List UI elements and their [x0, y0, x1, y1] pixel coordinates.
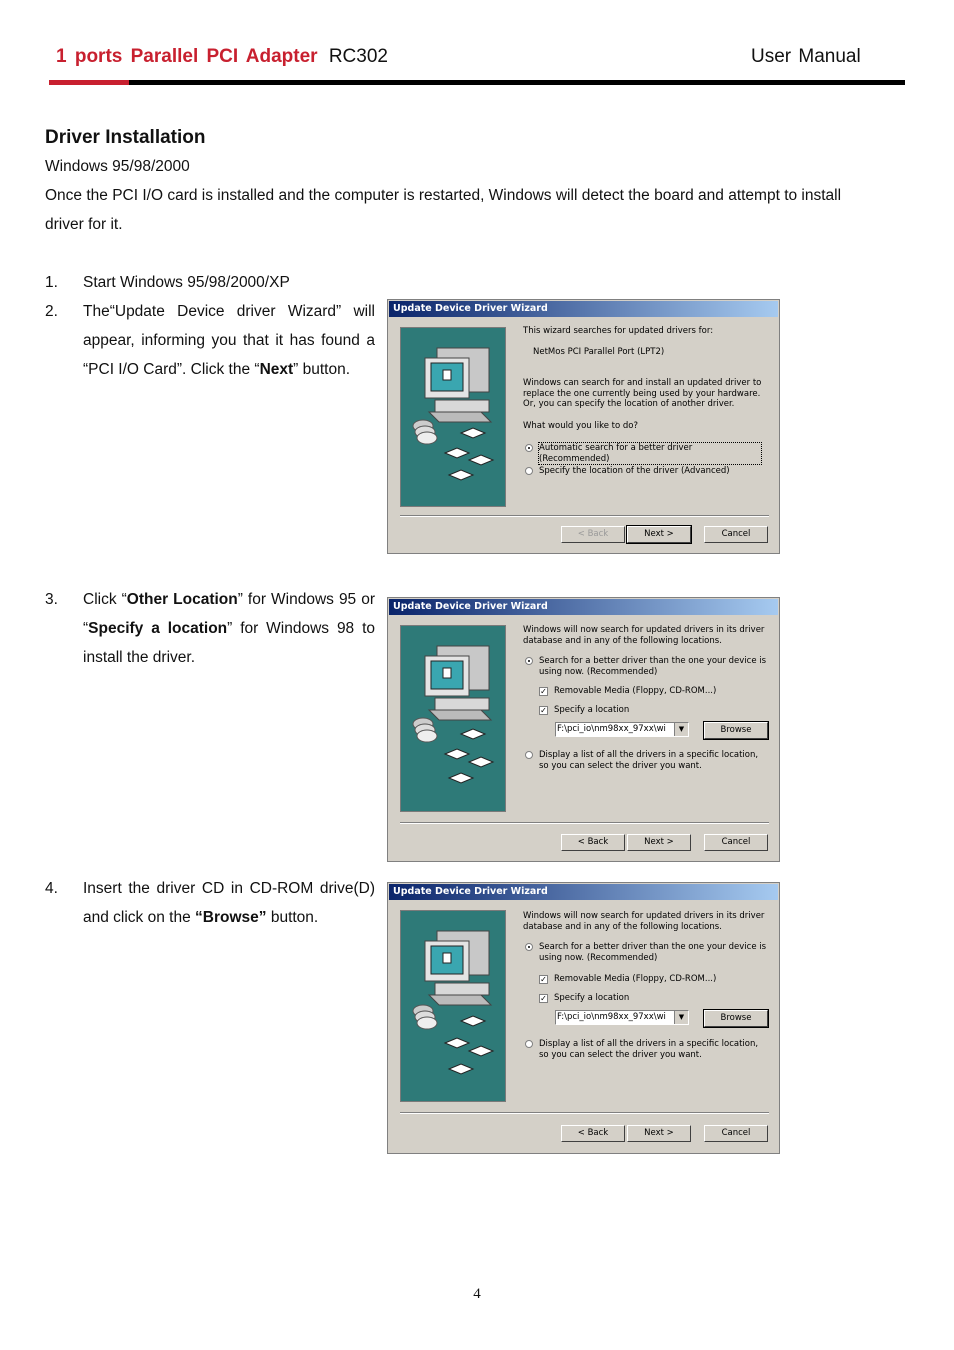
- cancel-button[interactable]: Cancel: [704, 1125, 768, 1142]
- wizard-intro: Windows will now search for updated drivers in its driver database and in any of the following locations.: [523, 625, 765, 646]
- location-combo[interactable]: [555, 722, 689, 737]
- dropdown-arrow-icon[interactable]: ▼: [674, 1011, 688, 1024]
- next-button[interactable]: Next >: [627, 1125, 691, 1142]
- check-specify-location-label[interactable]: Specify a location: [554, 993, 630, 1003]
- dialog-title: Update Device Driver Wizard: [389, 884, 778, 900]
- model-number: RC302: [328, 46, 388, 67]
- step-4-pre: Insert the driver CD in CD-ROM drive(D) and click on the: [83, 880, 375, 926]
- step-4-text: [83, 874, 375, 932]
- step-2-post: ” button.: [293, 361, 351, 378]
- device-name: NetMos PCI Parallel Port (LPT2): [533, 347, 665, 357]
- location-path: F:\pci_io\nm98xx_97xx\wi: [557, 1012, 666, 1022]
- page-number: 4: [473, 1286, 481, 1302]
- step-3-bold-1: Other Location: [126, 591, 238, 608]
- intro-line-1: Once the PCI I/O card is installed and the computer is restarted, Windows will detect the board and attempt to install: [45, 187, 842, 204]
- wizard-dialog-2: [387, 597, 780, 862]
- browse-button[interactable]: Browse: [704, 722, 768, 739]
- step-2-text: [83, 297, 375, 384]
- option-display-list[interactable]: Display a list of all the drivers in a specific location, so you can select the driver you want.: [539, 1039, 759, 1060]
- next-button[interactable]: Next >: [627, 526, 691, 543]
- wizard-description: Windows can search for and install an updated driver to replace the one currently being used by your hardware. Or, you can specify the location of another driver.: [523, 378, 762, 409]
- os-line: Windows 95/98/2000: [45, 158, 190, 175]
- option-search-better-driver[interactable]: Search for a better driver than the one your device is using now. (Recommended): [539, 656, 767, 677]
- dialog-separator: [400, 822, 769, 824]
- step-2-bold: Next: [259, 361, 294, 378]
- wizard-intro: This wizard searches for updated drivers for:: [523, 326, 714, 336]
- header-rule-black: [129, 80, 905, 85]
- wizard-computer-illustration: [400, 327, 506, 507]
- dialog-separator: [400, 515, 769, 517]
- step-4-number: 4.: [45, 880, 58, 897]
- wizard-dialog-3: [387, 882, 780, 1154]
- option-automatic-search[interactable]: Automatic search for a better driver (Recommended): [539, 443, 761, 464]
- wizard-computer-illustration: [400, 625, 506, 812]
- checkbox-specify-location[interactable]: ✓: [540, 706, 547, 715]
- wizard-computer-illustration: [400, 910, 506, 1102]
- step-4-post: button.: [266, 909, 319, 926]
- product-name: 1 ports Parallel PCI Adapter: [56, 46, 318, 67]
- step-3-post: ” for Windows 98 to install the driver.: [83, 620, 375, 666]
- computer-cd-icon: [401, 328, 505, 506]
- location-combo[interactable]: [555, 1010, 689, 1025]
- check-removable-media-label[interactable]: Removable Media (Floppy, CD-ROM...): [554, 974, 717, 984]
- radio-specify-location[interactable]: [525, 467, 533, 475]
- step-3-bold-2: Specify a location: [88, 620, 228, 637]
- cancel-button[interactable]: Cancel: [704, 834, 768, 851]
- wizard-question: What would you like to do?: [523, 421, 638, 431]
- option-search-better-driver[interactable]: Search for a better driver than the one your device is using now. (Recommended): [539, 942, 767, 963]
- computer-cd-icon: [401, 911, 505, 1101]
- back-button[interactable]: < Back: [561, 1125, 625, 1142]
- computer-cd-icon: [401, 626, 505, 811]
- back-button[interactable]: < Back: [561, 526, 625, 543]
- step-1-number: 1.: [45, 274, 58, 291]
- step-1-text: Start Windows 95/98/2000/XP: [83, 274, 290, 291]
- option-specify-location[interactable]: Specify the location of the driver (Advanced): [539, 466, 730, 476]
- intro-line-2: driver for it.: [45, 216, 123, 233]
- browse-button[interactable]: Browse: [704, 1010, 768, 1027]
- back-button[interactable]: < Back: [561, 834, 625, 851]
- dialog-title: Update Device Driver Wizard: [389, 599, 778, 615]
- radio-display-list[interactable]: [525, 751, 533, 759]
- radio-display-list[interactable]: [525, 1040, 533, 1048]
- checkbox-removable-media[interactable]: ✓: [540, 975, 547, 984]
- section-title: Driver Installation: [45, 127, 206, 148]
- step-3-mid: ” for Windows 95 or “: [83, 591, 375, 637]
- header-rule-red: [49, 80, 129, 85]
- dropdown-arrow-icon[interactable]: ▼: [674, 723, 688, 736]
- checkbox-removable-media[interactable]: ✓: [540, 687, 547, 696]
- step-3-pre: Click “: [83, 591, 127, 608]
- step-4-bold: “Browse”: [195, 909, 267, 926]
- step-3-text: [83, 585, 375, 672]
- dialog-separator: [400, 1112, 769, 1114]
- header-title: [56, 46, 388, 68]
- step-3-number: 3.: [45, 591, 58, 608]
- step-2-pre: The“Update Device driver Wizard” will appear, informing you that it has found a “PCI I/O Card”. Click the “: [83, 303, 375, 378]
- step-2-number: 2.: [45, 303, 58, 320]
- wizard-dialog-1: [387, 299, 780, 554]
- cancel-button[interactable]: Cancel: [704, 526, 768, 543]
- location-path: F:\pci_io\nm98xx_97xx\wi: [557, 724, 666, 734]
- radio-search-better-driver[interactable]: [525, 657, 533, 665]
- option-display-list[interactable]: Display a list of all the drivers in a specific location, so you can select the driver you want.: [539, 750, 759, 771]
- radio-automatic-search[interactable]: [525, 444, 533, 452]
- dialog-title: Update Device Driver Wizard: [389, 301, 778, 317]
- check-removable-media-label[interactable]: Removable Media (Floppy, CD-ROM...): [554, 686, 717, 696]
- doc-type: User Manual: [751, 46, 861, 67]
- next-button[interactable]: Next >: [627, 834, 691, 851]
- wizard-intro: Windows will now search for updated drivers in its driver database and in any of the following locations.: [523, 911, 765, 932]
- check-specify-location-label[interactable]: Specify a location: [554, 705, 630, 715]
- checkbox-specify-location[interactable]: ✓: [540, 994, 547, 1003]
- radio-search-better-driver[interactable]: [525, 943, 533, 951]
